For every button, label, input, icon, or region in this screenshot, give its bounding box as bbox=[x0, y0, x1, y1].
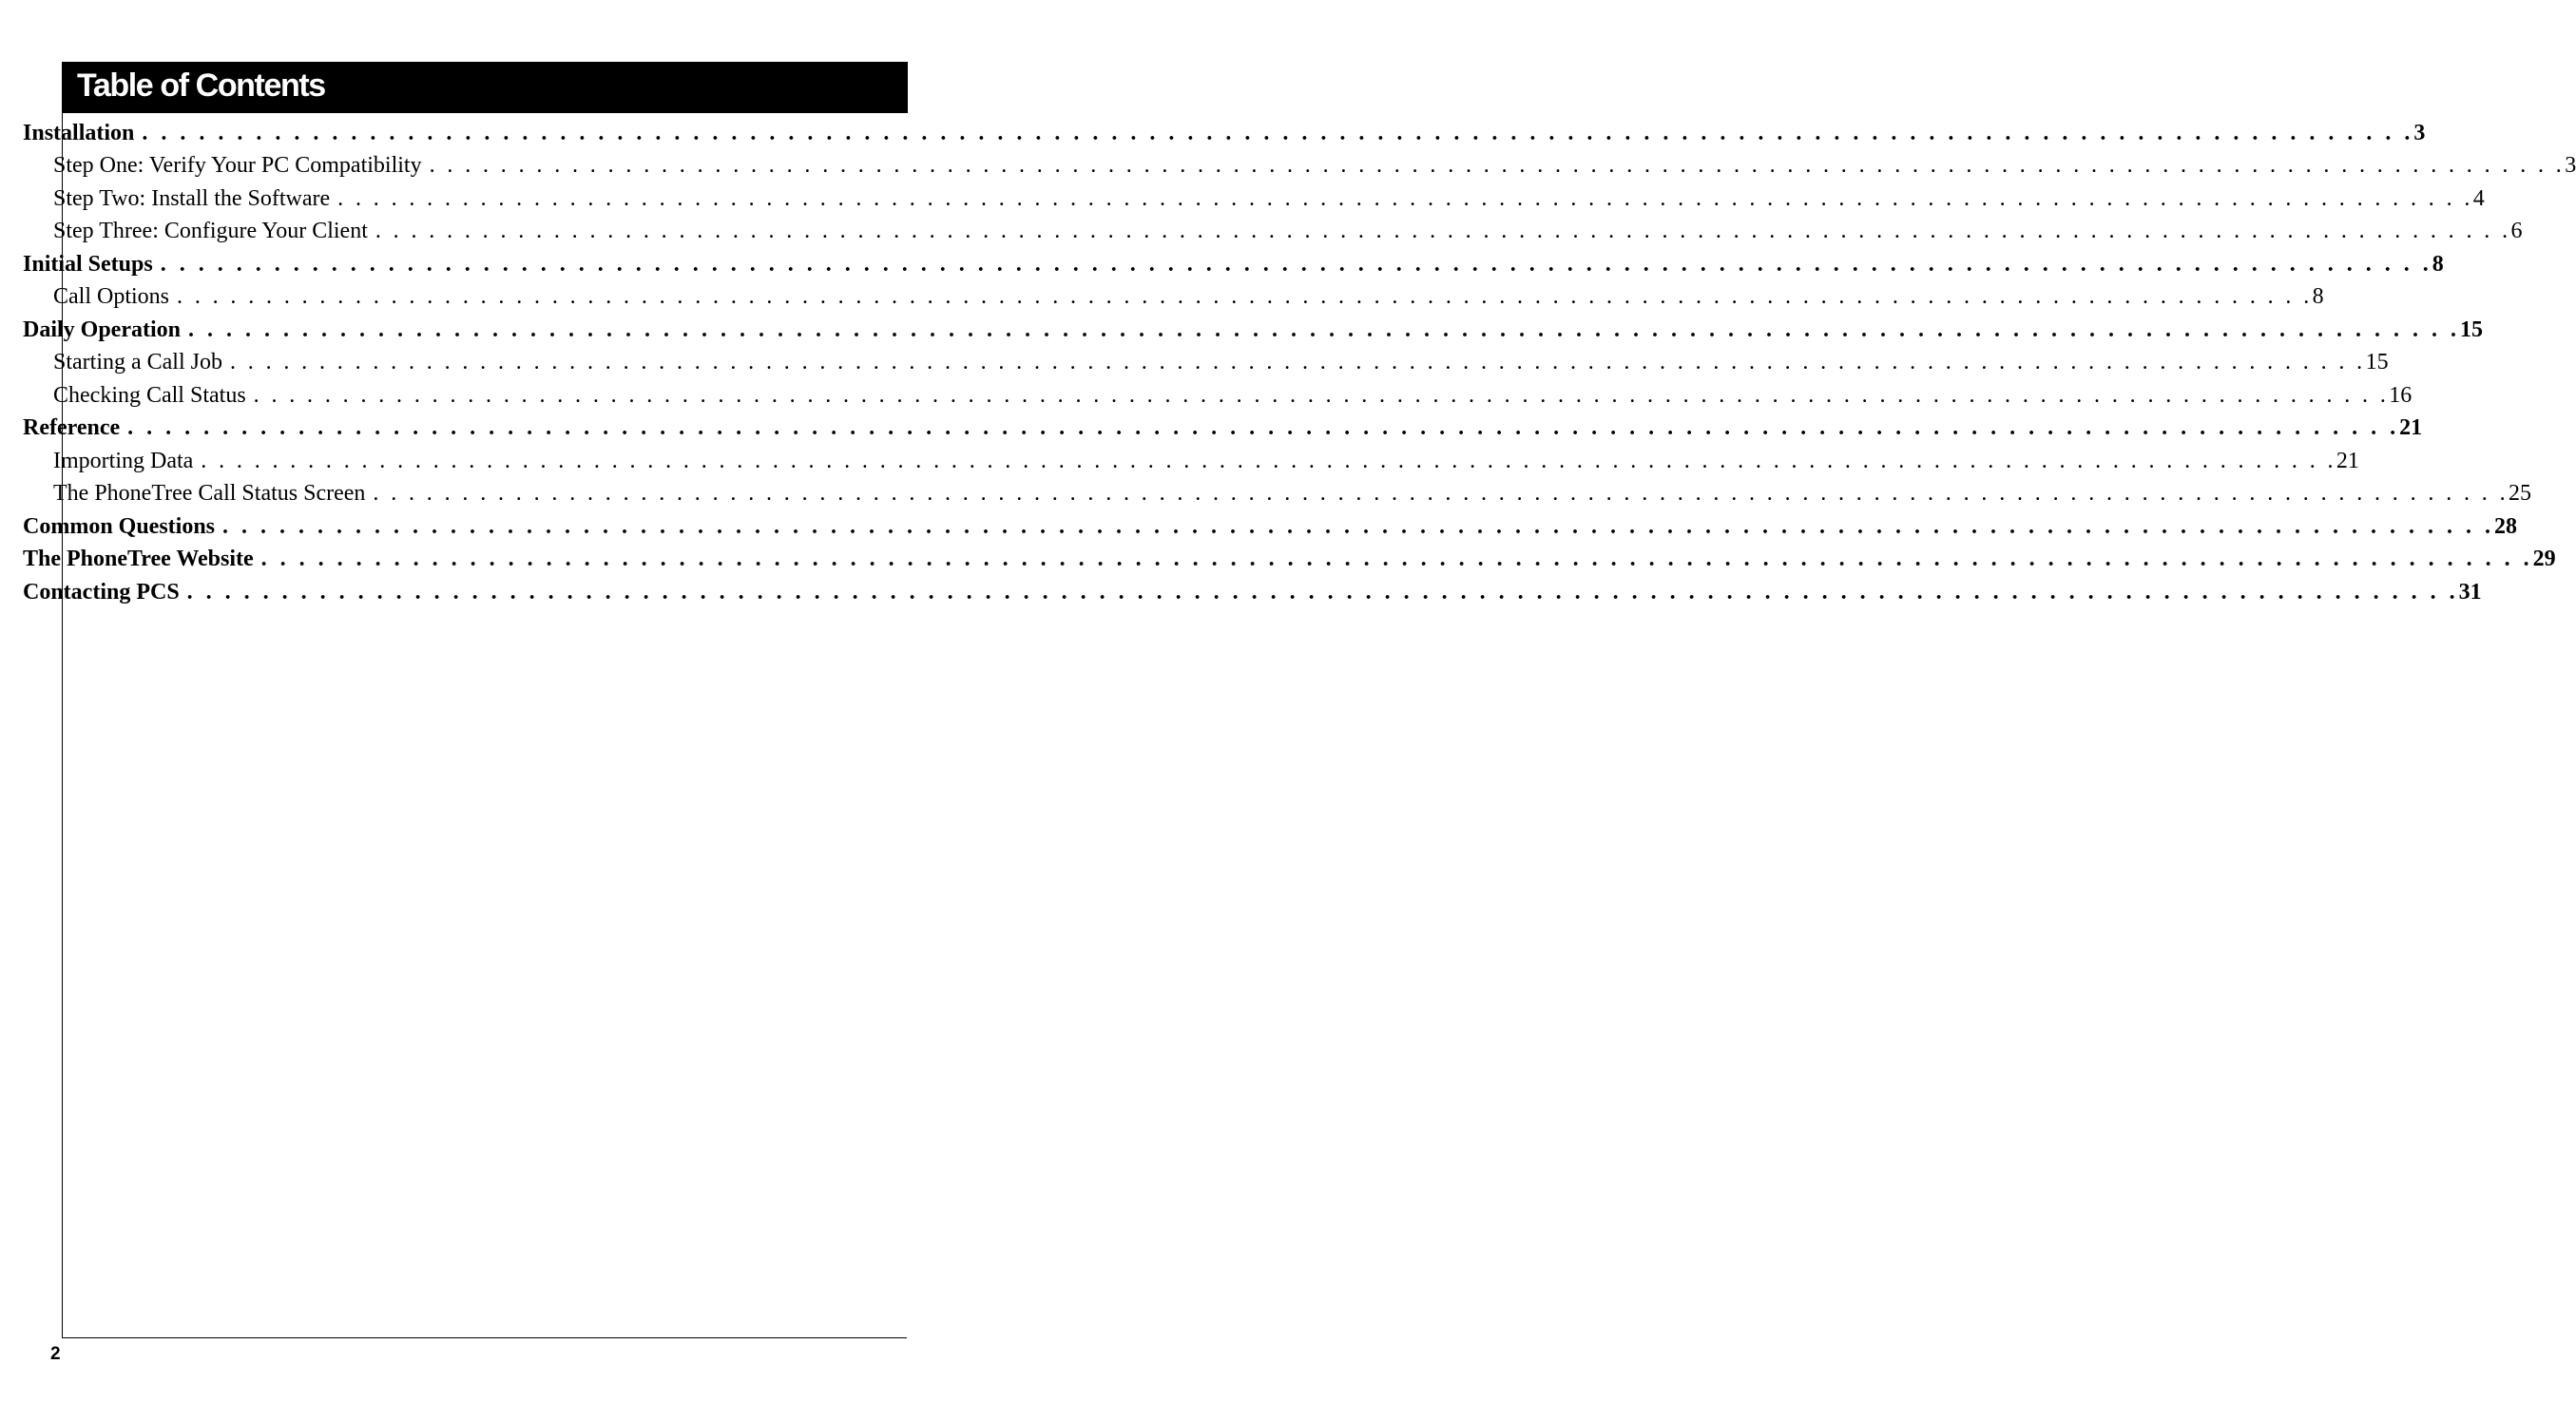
toc-entry-page: 21 bbox=[2399, 415, 2423, 440]
toc-subsection-entry[interactable] bbox=[23, 346, 2389, 379]
toc-dot-leader: . . . . . . . . . . . . . . . . . . . . . . . . . . . . . . . . . . . . . . . . . . . . . . . . . . . . . . . . . . . . . . . . . . . . . . . . . . . . . . . . . . . . . . . . . . . . . . . . . . . . . . . . . . . . . . . . . . . . . . . . bbox=[260, 547, 2533, 571]
toc-entry-page: 25 bbox=[2509, 481, 2532, 506]
toc-section-entry[interactable] bbox=[23, 313, 2483, 346]
toc-entry-title: Importing Data bbox=[53, 448, 194, 473]
toc-dot-leader: . . . . . . . . . . . . . . . . . . . . . . . . . . . . . . . . . . . . . . . . . . . . . . . . . . . . . . . . . . . . . . . . . . . . . . . . . . . . . . . . . . . . . . . . . . . . . . . . . . . . . . . . . . . . . . . . . . . . . . . . bbox=[186, 579, 2459, 605]
toc-section-entry[interactable] bbox=[23, 509, 2518, 543]
page-title: Table of Contents bbox=[77, 67, 325, 104]
toc-dot-leader: . . . . . . . . . . . . . . . . . . . . . . . . . . . . . . . . . . . . . . . . . . . . . . . . . . . . . . . . . . . . . . . . . . . . . . . . . . . . . . . . . . . . . . . . . . . . . . . . . . . . . . . . . . . . . . . . . . . . . . . . bbox=[375, 219, 2511, 243]
toc-entry-title: Step Three: Configure Your Client bbox=[53, 219, 368, 243]
toc-subsection-entry[interactable] bbox=[23, 182, 2485, 215]
toc-entry-page: 28 bbox=[2494, 513, 2518, 539]
toc-entry-title: The PhoneTree Call Status Screen bbox=[53, 481, 366, 506]
title-bar bbox=[63, 62, 908, 113]
toc-entry-title: Starting a Call Job bbox=[53, 350, 222, 375]
toc-dot-leader: . . . . . . . . . . . . . . . . . . . . . . . . . . . . . . . . . . . . . . . . . . . . . . . . . . . . . . . . . . . . . . . . . . . . . . . . . . . . . . . . . . . . . . . . . . . . . . . . . . . . . . . . . . . . . . . . . . . . . . . . bbox=[373, 481, 2509, 506]
toc-dot-leader: . . . . . . . . . . . . . . . . . . . . . . . . . . . . . . . . . . . . . . . . . . . . . . . . . . . . . . . . . . . . . . . . . . . . . . . . . . . . . . . . . . . . . . . . . . . . . . . . . . . . . . . . . . . . . . . . . . . . . . . . bbox=[337, 185, 2473, 211]
toc-dot-leader: . . . . . . . . . . . . . . . . . . . . . . . . . . . . . . . . . . . . . . . . . . . . . . . . . . . . . . . . . . . . . . . . . . . . . . . . . . . . . . . . . . . . . . . . . . . . . . . . . . . . . . . . . . . . . . . . . . . . . . . . bbox=[142, 120, 2414, 145]
toc-entry-page: 16 bbox=[2389, 382, 2413, 408]
toc-dot-leader: . . . . . . . . . . . . . . . . . . . . . . . . . . . . . . . . . . . . . . . . . . . . . . . . . . . . . . . . . . . . . . . . . . . . . . . . . . . . . . . . . . . . . . . . . . . . . . . . . . . . . . . . . . . . . . . . . . . . . . . . bbox=[188, 317, 2460, 342]
toc-dot-leader: . . . . . . . . . . . . . . . . . . . . . . . . . . . . . . . . . . . . . . . . . . . . . . . . . . . . . . . . . . . . . . . . . . . . . . . . . . . . . . . . . . . . . . . . . . . . . . . . . . . . . . . . . . . . . . . . . . . . . . . . bbox=[253, 382, 2390, 408]
table-of-contents bbox=[23, 116, 2576, 608]
toc-subsection-entry[interactable] bbox=[23, 149, 2576, 182]
toc-dot-leader: . . . . . . . . . . . . . . . . . . . . . . . . . . . . . . . . . . . . . . . . . . . . . . . . . . . . . . . . . . . . . . . . . . . . . . . . . . . . . . . . . . . . . . . . . . . . . . . . . . . . . . . . . . . . . . . . . . . . . . . . bbox=[201, 448, 2336, 473]
toc-entry-title: Call Options bbox=[53, 284, 170, 309]
toc-section-entry[interactable] bbox=[23, 543, 2556, 576]
toc-entry-title: Checking Call Status bbox=[53, 382, 246, 408]
toc-entry-title: Common Questions bbox=[23, 513, 216, 539]
toc-entry-page: 15 bbox=[2460, 317, 2483, 342]
toc-subsection-entry[interactable] bbox=[23, 280, 2324, 314]
toc-entry-title: Step One: Verify Your PC Compatibility bbox=[53, 153, 422, 178]
toc-section-entry[interactable] bbox=[23, 412, 2423, 445]
toc-entry-title: Step Two: Install the Software bbox=[53, 185, 331, 211]
toc-dot-leader: . . . . . . . . . . . . . . . . . . . . . . . . . . . . . . . . . . . . . . . . . . . . . . . . . . . . . . . . . . . . . . . . . . . . . . . . . . . . . . . . . . . . . . . . . . . . . . . . . . . . . . . . . . . . . . . . . . . . . . . . bbox=[229, 350, 2366, 375]
toc-entry-page: 8 bbox=[2312, 284, 2324, 309]
toc-entry-page: 15 bbox=[2365, 350, 2389, 375]
toc-section-entry[interactable] bbox=[23, 116, 2426, 149]
toc-subsection-entry[interactable] bbox=[23, 378, 2413, 412]
toc-dot-leader: . . . . . . . . . . . . . . . . . . . . . . . . . . . . . . . . . . . . . . . . . . . . . . . . . . . . . . . . . . . . . . . . . . . . . . . . . . . . . . . . . . . . . . . . . . . . . . . . . . . . . . . . . . . . . . . . . . . . . . . . bbox=[429, 153, 2566, 178]
toc-entry-title: Installation bbox=[23, 120, 135, 145]
page-number: 2 bbox=[50, 1344, 61, 1364]
toc-dot-leader: . . . . . . . . . . . . . . . . . . . . . . . . . . . . . . . . . . . . . . . . . . . . . . . . . . . . . . . . . . . . . . . . . . . . . . . . . . . . . . . . . . . . . . . . . . . . . . . . . . . . . . . . . . . . . . . . . . . . . . . . bbox=[160, 251, 2432, 277]
toc-entry-page: 29 bbox=[2532, 547, 2556, 571]
toc-subsection-entry[interactable] bbox=[23, 444, 2359, 477]
toc-entry-page: 4 bbox=[2472, 185, 2485, 211]
toc-entry-page: 31 bbox=[2458, 579, 2482, 605]
toc-entry-page: 6 bbox=[2510, 219, 2523, 243]
toc-dot-leader: . . . . . . . . . . . . . . . . . . . . . . . . . . . . . . . . . . . . . . . . . . . . . . . . . . . . . . . . . . . . . . . . . . . . . . . . . . . . . . . . . . . . . . . . . . . . . . . . . . . . . . . . . . . . . . . . . . . . . . . . bbox=[177, 284, 2313, 309]
toc-entry-page: 3 bbox=[2565, 153, 2576, 178]
toc-entry-title: Reference bbox=[23, 415, 121, 440]
toc-section-entry[interactable] bbox=[23, 575, 2482, 608]
toc-entry-title: Daily Operation bbox=[23, 317, 181, 342]
toc-section-entry[interactable] bbox=[23, 247, 2444, 280]
toc-dot-leader: . . . . . . . . . . . . . . . . . . . . . . . . . . . . . . . . . . . . . . . . . . . . . . . . . . . . . . . . . . . . . . . . . . . . . . . . . . . . . . . . . . . . . . . . . . . . . . . . . . . . . . . . . . . . . . . . . . . . . . . . bbox=[222, 513, 2495, 539]
toc-entry-page: 8 bbox=[2432, 251, 2444, 277]
toc-entry-title: Initial Setups bbox=[23, 251, 153, 277]
toc-entry-page: 3 bbox=[2413, 120, 2426, 145]
toc-subsection-entry[interactable] bbox=[23, 477, 2532, 510]
toc-entry-title: Contacting PCS bbox=[23, 579, 180, 605]
toc-subsection-entry[interactable] bbox=[23, 215, 2523, 248]
toc-entry-title: The PhoneTree Website bbox=[23, 547, 254, 571]
toc-dot-leader: . . . . . . . . . . . . . . . . . . . . . . . . . . . . . . . . . . . . . . . . . . . . . . . . . . . . . . . . . . . . . . . . . . . . . . . . . . . . . . . . . . . . . . . . . . . . . . . . . . . . . . . . . . . . . . . . . . . . . . . . bbox=[127, 415, 2400, 440]
toc-entry-page: 21 bbox=[2336, 448, 2359, 473]
